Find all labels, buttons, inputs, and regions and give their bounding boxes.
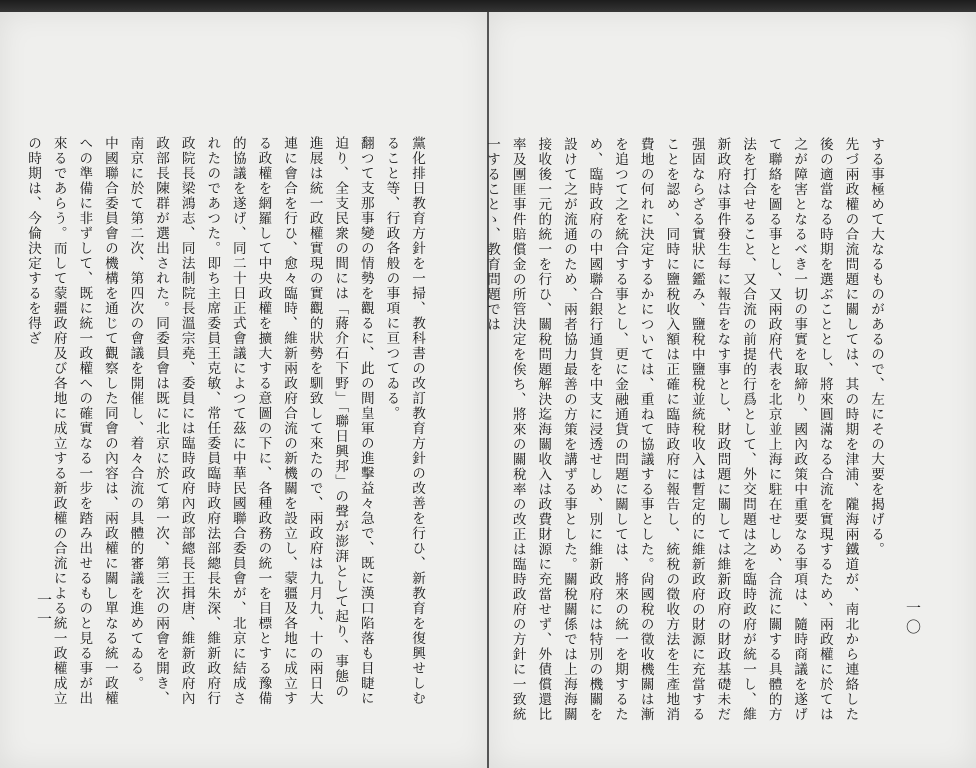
right-page xyxy=(484,12,976,768)
paragraph: 中國聯合委員會の機構を通じて觀察した同會の內容は、兩政權に關し單なる統一政權への準備に非ずして、既に統一政權への確實なる一步を踏み出せるものと見る事が出來るであらう。而して蒙疆政府及び各地に成立する新政權の合流による統一政權成立の時期は、今倫決定するを得ざ xyxy=(25,136,118,706)
page-number: 一〇 xyxy=(904,600,922,638)
left-page xyxy=(0,12,487,768)
vertical-text-column xyxy=(479,137,889,729)
paragraph: 翻つて支那事變の情勢を觀るに、此の間皇軍の進擊益々急で、既に漢口陷落も目睫に迫り、全支民衆の間には「蔣介石下野」「聯日興邦」の聲が澎湃として起り、事態の進展は統一政權實現の實觀的狀勢を馴致して來たので、兩政府は九月九、十の兩日大連に會合を行ひ、愈々臨時、維新兩政府合流の新機關を設立し、蒙疆及各地に成立する政權を網羅して中央政權を擴大する意圖の下に、各種政務の統一を目標とする豫備的協議を遂げ、同二十日正式會議によつて茲に中華民國聯合委員會が、北京に結成されたのであつた。即ち主席委員王克敏、常任委員臨時政府法部總長朱深、維新政府行政院長梁鴻志、同法制院長溫宗堯、委員には臨時政府內政部總長王揖唐、維新政府內政部長陳群が選出された。同委員會は既に北京に於て第一次、第三次の兩會を開き、南京に於て第二次、第四次の會議を開催し、着々合流の具體的審議を進めてゐる。 xyxy=(127,136,374,706)
paragraph: する事極めて大なるものがあるので、左にその大要を揭げる。 xyxy=(868,137,884,557)
vertical-text-column xyxy=(20,136,430,711)
page-number: 一一 xyxy=(35,592,53,630)
paragraph: 黨化排日教育方針を一掃、教科書の改訂教育方針の改善を行ひ、新教育を復興せしむること等、行政各般の事項に亘つてゐる。 xyxy=(383,136,425,706)
paragraph: 先づ兩政權の合流問題に關しては、其の時期を津浦、隴海兩鐵道が、南北から連絡した後の適當なる時期を選ぶこととし、將來圓滿なる合流を實現するため、兩政權に於ては之が障害となるべき一切の事實を取締り、國內政策中重要なる事項は、隨時商議を遂げて聯絡を圖る事とし、又兩政府代表を北京並上海に駐在せしめ、合流に關する具體的方法を打合せること、又合流の前提的行爲として、外交問題は之を臨時政府が統一し、維新政府は事件發生每に報告をなす事とし、財政問題に關しては維新政府の財政基礎未だ强固ならざる實狀に鑑み、鹽稅中鹽稅並統稅收入は暫定的に維新政府の財源に充當することを認め、同時に鹽稅收入額は正確に臨時政府に報告し、統稅の徵收方法を生產地消費地の何れに決定するかについては、重ねて協議する事とした。尙國稅の徵收機關は漸を追つて之を統合する事とし、更に金融通貨の問題に關しては、將來の統一を期するため、臨時政府の中國聯合銀行通貨を中支に浸透せしめ、別に維新政府には特別の機關を設けて之が流通のため、兩者協力最善の方策を講ずる事とした。關稅關係では上海海關接收後一元的統一を行ひ、關稅問題解決迄海關收入は政費財源に充當せず、外債償還比率及團匪事件賠償金の所管決定を俟ち、將來の關稅率の改正は臨時政府の方針に一致統一することゝ、教育問題では xyxy=(484,137,859,722)
